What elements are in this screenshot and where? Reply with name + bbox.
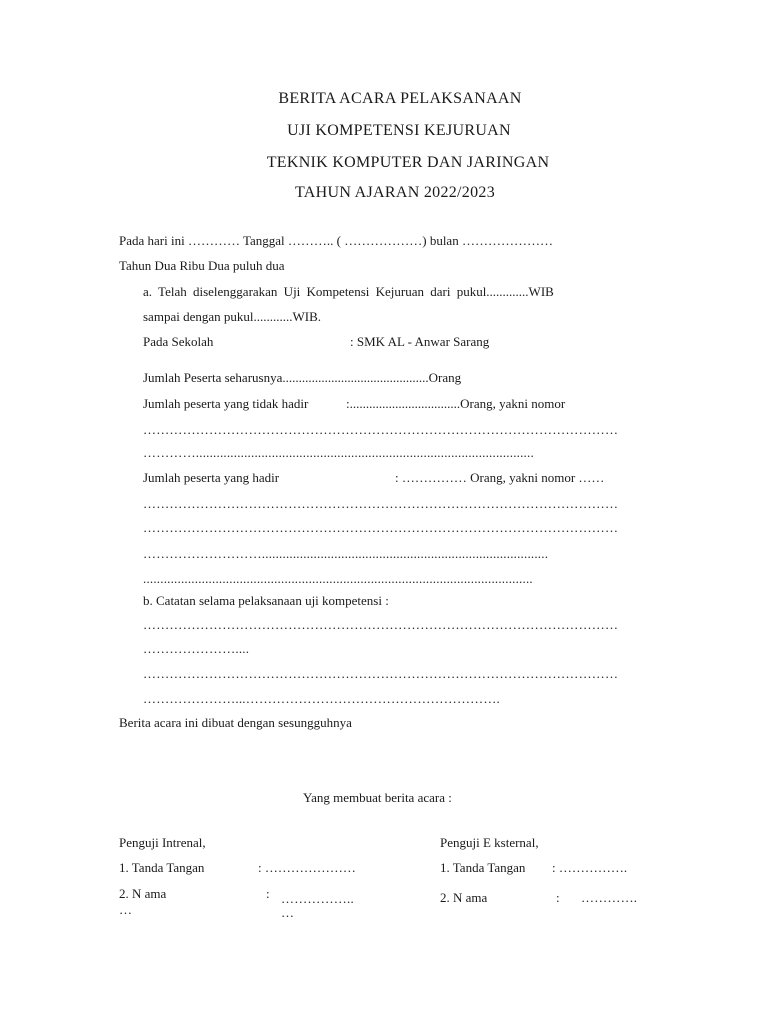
present-participants-value: : …………… Orang, yakni nomor …… xyxy=(395,470,605,485)
external-signature-label: 1. Tanda Tangan xyxy=(440,860,526,875)
internal-name-wrap-right: … xyxy=(281,905,294,920)
expected-participants: Jumlah Peserta seharusnya.............................................Orang xyxy=(143,370,462,385)
present-participants-label: Jumlah peserta yang hadir xyxy=(143,470,280,485)
signature-heading: Yang membuat berita acara : xyxy=(303,790,452,805)
external-name-colon: : xyxy=(556,890,560,905)
present-dots-line-3: ………………………................................................................................... xyxy=(143,546,549,561)
external-examiner-title: Penguji E ksternal, xyxy=(440,835,539,850)
opening-line-2: Tahun Dua Ribu Dua puluh dua xyxy=(119,258,285,273)
external-name-field: …………. xyxy=(581,890,638,905)
notes-dots-line-1: ……………………………………………………………………………………………… xyxy=(143,617,619,632)
notes-dots-line-4: …………………...…………………………………………………. xyxy=(143,691,500,706)
header-line-2: UJI KOMPETENSI KEJURUAN xyxy=(287,122,511,139)
section-a-line-2: sampai dengan pukul............WIB. xyxy=(143,309,321,324)
absent-dots-line-2: ………….................................................................................................. xyxy=(143,445,534,460)
internal-name-colon: : xyxy=(266,886,270,901)
absent-dots-line-1: ……………………………………………………………………………………………… xyxy=(143,422,619,437)
absent-participants-label: Jumlah peserta yang tidak hadir xyxy=(143,396,309,411)
notes-dots-line-2: ………………….... xyxy=(143,641,250,656)
closing-statement: Berita acara ini dibuat dengan sesungguhnya xyxy=(119,715,352,730)
internal-signature-label: 1. Tanda Tangan xyxy=(119,860,205,875)
present-dots-line-2: ……………………………………………………………………………………………… xyxy=(143,520,619,535)
school-label: Pada Sekolah xyxy=(143,334,214,349)
header-line-3: TEKNIK KOMPUTER DAN JARINGAN xyxy=(266,154,550,171)
present-dots-line-4: ................................................................................................................. xyxy=(143,571,533,586)
internal-examiner-title: Penguji Intrenal, xyxy=(119,835,206,850)
school-value: : SMK AL - Anwar Sarang xyxy=(350,334,490,349)
section-a-line-1: a. Telah diselenggarakan Uji Kompetensi Kejuruan dari pukul.............WIB xyxy=(143,284,554,299)
external-signature-field: : ……………. xyxy=(552,860,628,875)
external-name-label: 2. N ama xyxy=(440,890,488,905)
header-line-1: BERITA ACARA PELAKSANAAN xyxy=(278,90,522,107)
opening-line-1: Pada hari ini ………… Tanggal ……….. ( ………………) bulan ………………… xyxy=(119,233,553,248)
internal-signature-field: : ………………… xyxy=(258,860,356,875)
present-dots-line-1: ……………………………………………………………………………………………… xyxy=(143,496,619,511)
internal-name-label: 2. N ama xyxy=(119,886,167,901)
notes-dots-line-3: ……………………………………………………………………………………………… xyxy=(143,666,619,681)
header-line-4: TAHUN AJARAN 2022/2023 xyxy=(295,184,495,201)
internal-name-wrap-left: … xyxy=(119,902,132,917)
notes-label: b. Catatan selama pelaksanaan uji kompetensi : xyxy=(143,593,389,608)
internal-name-field: …………….. xyxy=(281,891,354,906)
absent-participants-value: :..................................Orang, yakni nomor xyxy=(346,396,566,411)
